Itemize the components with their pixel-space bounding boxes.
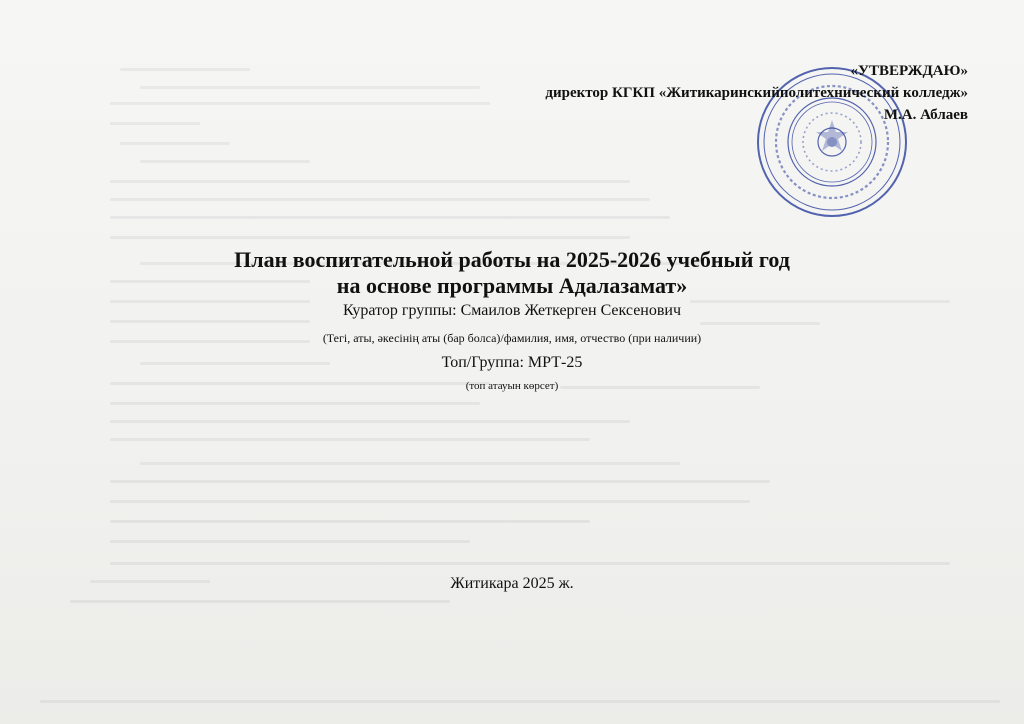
approval-position: директор КГКП «Житикаринскийполитехнический колледж»: [545, 85, 968, 101]
city-year: Житикара 2025 ж.: [450, 575, 574, 592]
group-note: (топ атауын көрсет): [465, 380, 559, 392]
title-line-1: План воспитательной работы на 2025-2026 учебный год: [234, 247, 790, 272]
curator-note: (Тегі, аты, әкесінің аты (бар болса)/фамилия, имя, отчество (при наличии): [322, 331, 702, 345]
approval-block: [545, 60, 968, 126]
approval-heading: «УТВЕРЖДАЮ»: [850, 63, 968, 79]
title-line-2: на основе программы Адалазамат»: [336, 273, 688, 298]
curator-line: Куратор группы: Смаилов Жеткерген Сексенович: [342, 302, 682, 319]
approval-signatory: М.А. Аблаев: [883, 107, 968, 123]
document-title: [0, 247, 1024, 299]
group-line: Топ/Группа: МРТ-25: [441, 354, 583, 371]
